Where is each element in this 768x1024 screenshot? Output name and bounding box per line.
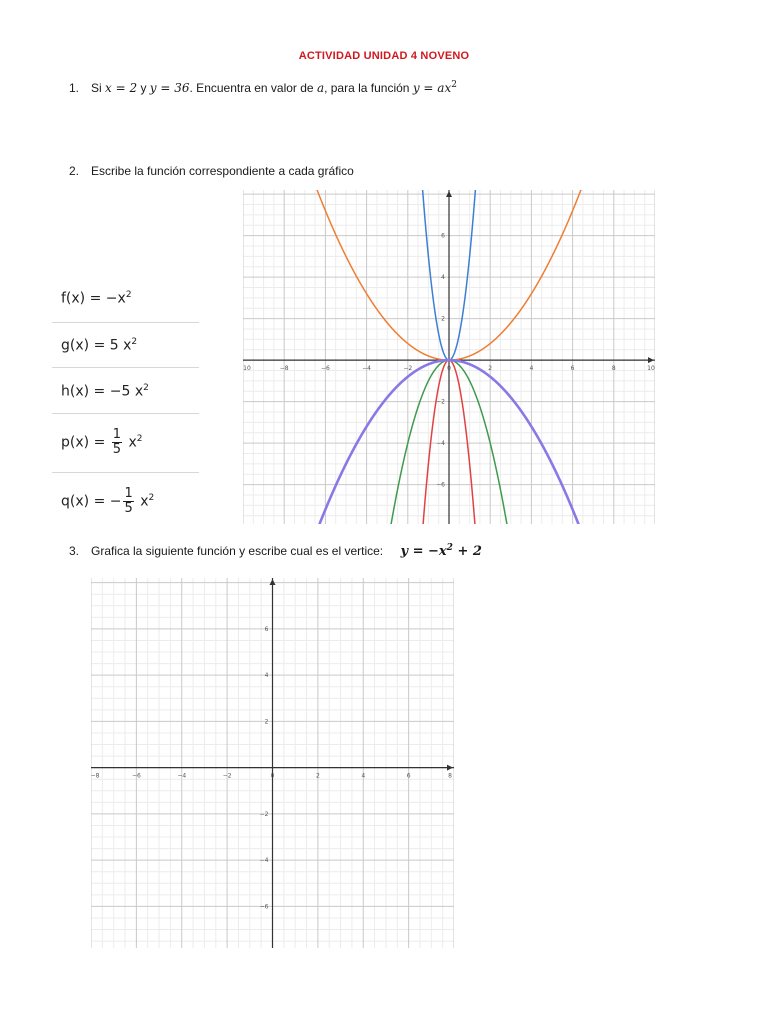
x-tick-label: 0 xyxy=(270,772,275,780)
x-tick-label: 0 xyxy=(447,365,451,373)
y-tick-label: 4 xyxy=(441,274,445,282)
x-tick-label: 4 xyxy=(529,365,534,373)
question-3-function-constant: + 2 xyxy=(452,544,482,559)
function-variable: x xyxy=(117,290,126,307)
question-2 xyxy=(69,163,354,179)
function-row-h xyxy=(52,368,199,414)
question-2-text: Escribe la función correspondiente a cada gráfico xyxy=(91,164,354,178)
parabolas-graph xyxy=(243,190,655,524)
question-3-number: 3. xyxy=(69,544,80,558)
x-tick-label: 10 xyxy=(647,365,655,373)
question-2-number: 2. xyxy=(69,164,80,178)
function-row-g xyxy=(52,323,199,368)
fraction-denominator: 5 xyxy=(112,442,122,457)
function-exponent: 2 xyxy=(125,290,132,300)
question-1-number: 1. xyxy=(69,81,80,95)
x-tick-label: −2 xyxy=(403,365,413,373)
x-tick-label: 6 xyxy=(406,772,411,780)
function-exponent: 2 xyxy=(143,383,149,393)
fraction-numerator: 1 xyxy=(124,486,133,501)
x-tick-label: −4 xyxy=(362,365,372,373)
y-tick-label: 2 xyxy=(264,718,269,726)
question-1-y-value: y = 36 xyxy=(149,81,190,95)
question-3-function: y = −x xyxy=(400,544,447,559)
fraction-denominator: 5 xyxy=(124,501,133,516)
question-3-function-exponent: 2 xyxy=(446,543,453,553)
x-tick-label: 4 xyxy=(361,772,366,780)
x-tick-label: 2 xyxy=(315,772,320,780)
question-1 xyxy=(69,77,457,96)
question-1-a-variable: a xyxy=(316,81,325,95)
equals-sign: = xyxy=(93,434,106,451)
blank-graph-grid xyxy=(91,578,454,948)
x-tick-label: 6 xyxy=(570,365,575,373)
function-coefficient: 5 xyxy=(121,383,131,400)
y-tick-label: −4 xyxy=(436,440,445,448)
y-tick-label: −4 xyxy=(259,857,269,865)
equals-sign: = xyxy=(93,383,106,400)
x-tick-label: −6 xyxy=(131,772,141,780)
fraction xyxy=(112,428,122,457)
question-1-x-value: x = 2 xyxy=(105,81,138,95)
function-row-f xyxy=(52,280,199,323)
function-name: h(x) xyxy=(61,383,90,400)
equals-sign: = xyxy=(89,290,102,307)
y-tick-label: 6 xyxy=(264,625,269,633)
function-exponent: 2 xyxy=(131,337,138,347)
worksheet-title: ACTIVIDAD UNIDAD 4 NOVENO xyxy=(298,50,470,62)
function-coefficient: 5 xyxy=(109,337,119,354)
x-tick-label: −8 xyxy=(91,772,100,780)
function-exponent: 2 xyxy=(148,492,155,503)
function-name: p(x) xyxy=(61,434,90,451)
question-1-text-c: . Encuentra en valor de xyxy=(189,81,317,95)
function-sign: − xyxy=(109,493,122,510)
equals-sign: = xyxy=(93,493,106,510)
x-tick-label: 2 xyxy=(488,365,493,373)
function-name: g(x) xyxy=(61,337,90,354)
y-tick-label: −2 xyxy=(259,810,269,818)
y-tick-label: −6 xyxy=(436,481,445,489)
x-tick-label: −2 xyxy=(222,772,232,780)
fraction-numerator: 1 xyxy=(112,427,122,442)
x-tick-label: 10 xyxy=(243,365,251,373)
question-1-text-b: y xyxy=(137,81,150,95)
y-tick-label: −6 xyxy=(259,903,269,911)
x-tick-label: −6 xyxy=(320,365,330,373)
equals-sign: = xyxy=(93,337,106,354)
function-variable: x xyxy=(134,383,144,400)
x-tick-label: 8 xyxy=(611,365,616,373)
function-row-q xyxy=(52,473,199,531)
function-variable: x xyxy=(140,493,149,510)
function-name: f(x) xyxy=(61,290,86,307)
function-name: q(x) xyxy=(61,493,90,510)
fraction xyxy=(123,487,133,516)
y-tick-label: 2 xyxy=(441,315,445,323)
function-row-p xyxy=(52,414,199,473)
question-1-function: y = ax xyxy=(412,81,452,95)
function-variable: x xyxy=(128,434,137,451)
x-tick-label: 8 xyxy=(448,772,452,780)
question-3 xyxy=(69,540,482,560)
question-3-text: Grafica la siguiente función y escribe cual es el vertice: xyxy=(91,544,384,558)
function-sign: − xyxy=(109,383,122,400)
x-tick-label: −4 xyxy=(177,772,187,780)
y-tick-label: −2 xyxy=(436,398,445,406)
question-1-text-a: Si xyxy=(91,81,106,95)
function-exponent: 2 xyxy=(136,433,143,444)
function-variable: x xyxy=(123,337,132,354)
y-tick-label: 4 xyxy=(264,672,269,680)
function-sign: − xyxy=(105,290,118,307)
y-tick-label: 6 xyxy=(441,232,445,240)
x-tick-label: −8 xyxy=(279,365,289,373)
question-1-text-d: , para la función xyxy=(324,81,413,95)
question-1-function-exponent: 2 xyxy=(451,80,457,90)
